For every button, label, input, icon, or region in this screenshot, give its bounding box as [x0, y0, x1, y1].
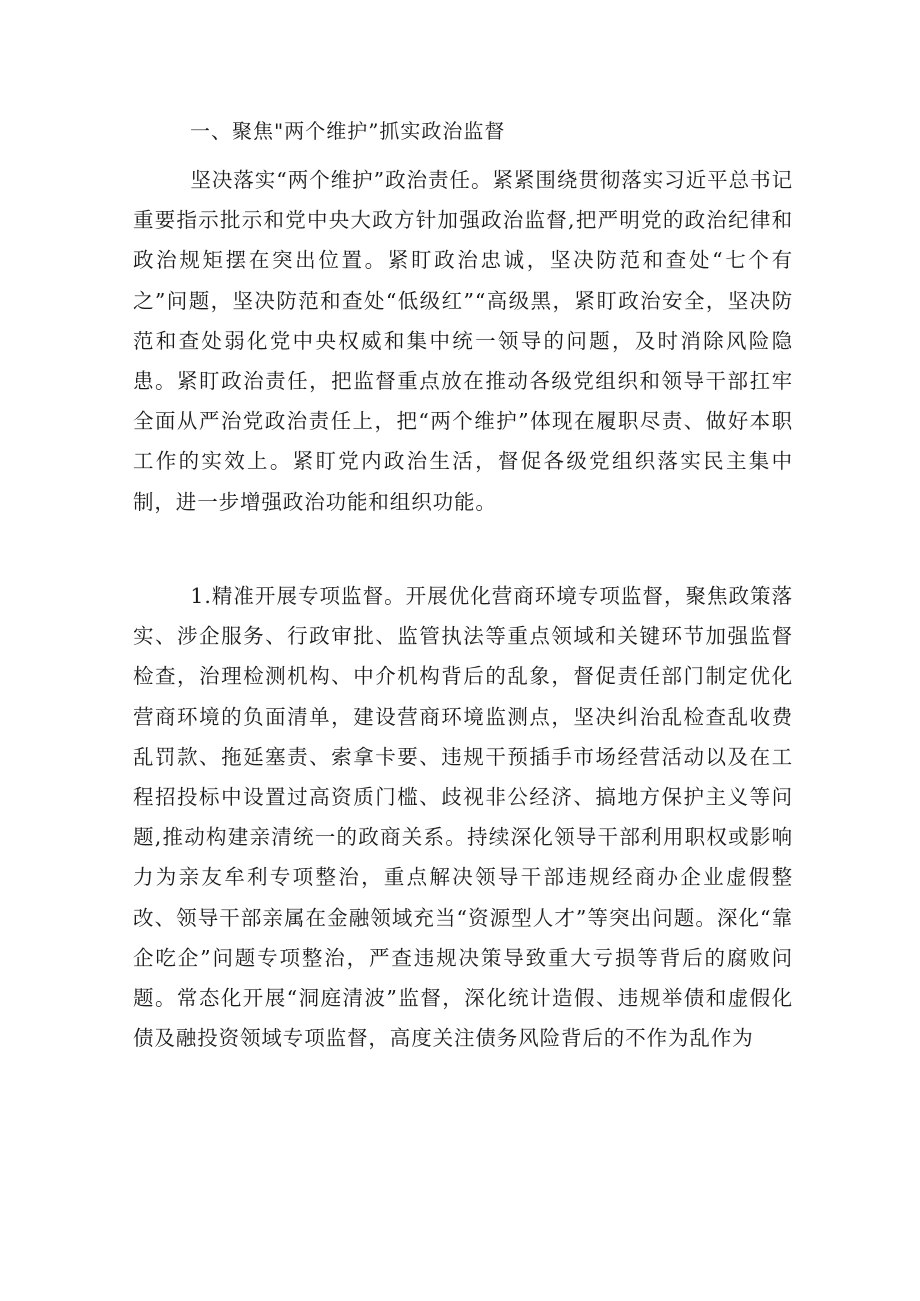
paragraph-special-supervision: 1.精准开展专项监督。开展优化营商环境专项监督，聚焦政策落实、涉企服务、行政审批、监管执法等重点领域和关键环节加强监督检查，治理检测机构、中介机构背后的乱象，督促责任部门制定优化营商环境的负面清单，建设营商环境监测点，坚决纠治乱检查乱收费乱罚款、拖延塞责、索拿卡要、违规干预插手市场经营活动以及在工程招投标中设置过高资质门槛、歧视非公经济、搞地方保护主义等问题,推动构建亲清统一的政商关系。持续深化领导干部利用职权或影响力为亲友牟利专项整治，重点解决领导干部违规经商办企业虚假整改、领导干部亲属在金融领域充当“资源型人才”等突出问题。深化“靠企吃企”问题专项整治，严查违规决策导致重大亏损等背后的腐败问题。常态化开展“洞庭清波”监督，深化统计造假、违规举债和虚假化债及融投资领域专项监督，高度关注债务风险背后的不作为乱作为: [133, 584, 793, 1051]
section-heading: 一、聚焦"两个维护”抓实政治监督: [190, 119, 506, 143]
paragraph-political-responsibility: 坚决落实“两个维护”政治责任。紧紧围绕贯彻落实习近平总书记重要指示批示和党中央大政方针加强政治监督,把严明党的政治纪律和政治规矩摆在突出位置。紧盯政治忠诚，坚决防范和查处“七个有之”问题，坚决防范和查处“低级红”“高级黑，紧盯政治安全，坚决防范和查处弱化党中央权威和集中统一领导的问题，及时消除风险隐患。紧盯政治责任，把监督重点放在推动各级党组织和领导干部扛牢全面从严治党政治责任上，把“两个维护”体现在履职尽责、做好本职工作的实效上。紧盯党内政治生活，督促各级党组织落实民主集中制，进一步增强政治功能和组织功能。: [133, 168, 793, 514]
